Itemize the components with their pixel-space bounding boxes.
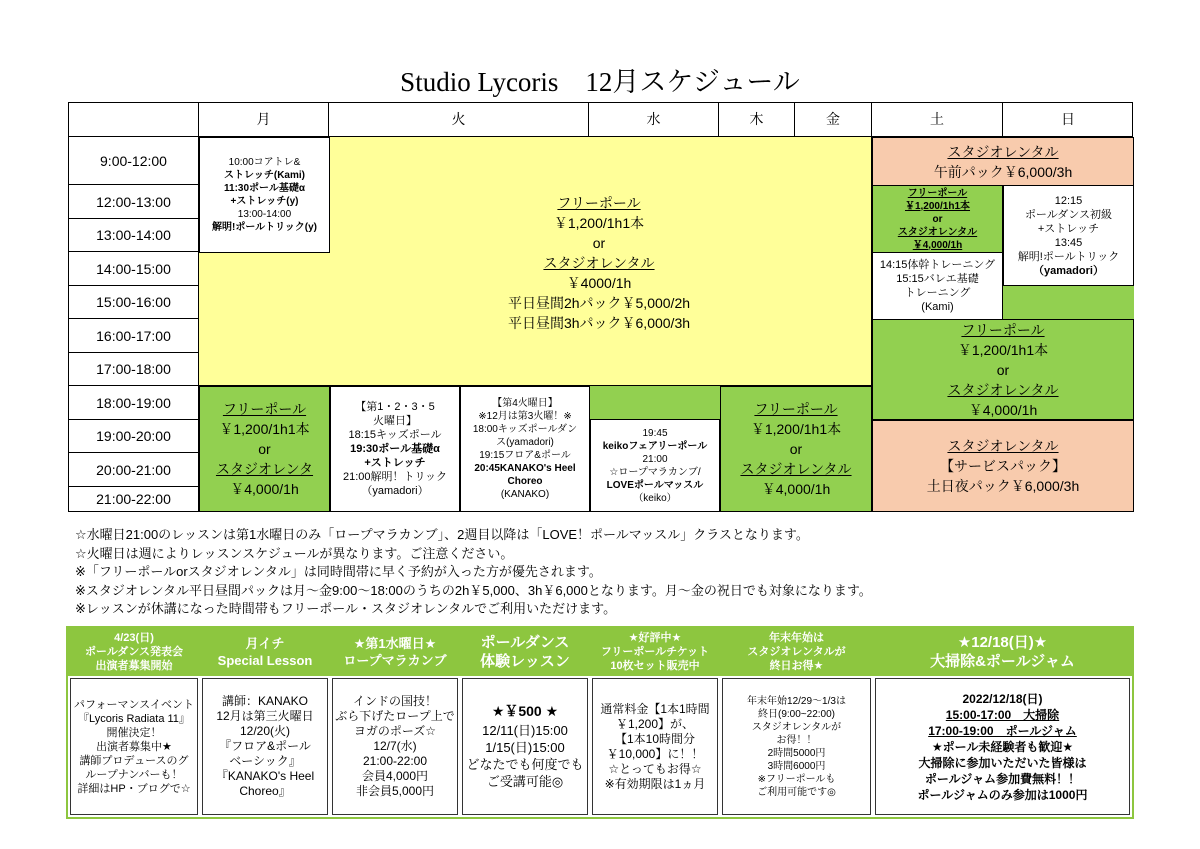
- rental-title: スタジオレンタル: [740, 461, 852, 477]
- event-cleanup-pole-jam: [873, 628, 1132, 817]
- event-header: [460, 628, 590, 676]
- lesson-line: ス(yamadori): [496, 437, 554, 448]
- lesson-line: 12:15: [1054, 194, 1083, 207]
- tuesday-night-lessons-4th: [460, 386, 590, 512]
- event-body-line: 【1本10時間分: [614, 731, 696, 746]
- weekend-night-pack: 土日夜パック￥6,000/3h: [926, 478, 1080, 494]
- time-slot: 20:00-21:00: [69, 453, 199, 487]
- event-body-line: 開催決定！: [106, 726, 162, 739]
- event-header-line: ★第1水曜日★: [353, 636, 437, 651]
- monday-morning-lessons: [199, 137, 330, 253]
- rental-title: スタジオレンタル: [897, 226, 978, 238]
- day-header-sun: 日: [1003, 103, 1133, 137]
- sunday-midday-lessons: [1003, 185, 1134, 286]
- lesson-line: 18:15キッズポール: [348, 429, 442, 441]
- lesson-line: 15:15バレエ基礎: [896, 273, 979, 285]
- event-body-line: ※有効期限は1ヵ月: [604, 776, 706, 791]
- event-header-line: 出演者募集開始: [95, 660, 173, 672]
- lesson-line: 13:00-14:00: [237, 209, 292, 220]
- time-slot: 9:00-12:00: [69, 137, 199, 185]
- free-pole-or: or: [932, 213, 943, 225]
- event-body-line: お得！！: [776, 734, 817, 746]
- event-header-line: 10枚セット販売中: [610, 660, 700, 672]
- event-body-line: 『Lycoris Radiata 11』: [78, 712, 190, 725]
- event-body-line: どなたでも何度でも: [466, 757, 584, 772]
- free-pole-price: ￥1,200/1h1本: [957, 341, 1049, 358]
- event-header-line: ★12/18(日)★: [957, 634, 1048, 651]
- event-rope-mallakhamb: [330, 628, 460, 817]
- note-line: ※スタジオレンタル平日昼間パックは月～金9:00～18:00のうちの2h￥5,000、3h￥6,000となります。月～金の祝日でも対象になります。: [75, 582, 872, 598]
- lesson-line: （yamadori）: [1033, 264, 1104, 277]
- daytime-2h-pack: 平日昼間2hパック￥5,000/2h: [507, 295, 691, 311]
- event-header-line: 大掃除&ポールジャム: [930, 653, 1075, 670]
- thu-fri-night-free-pole: [720, 386, 872, 512]
- event-body-line: ￥10,000】に！！: [606, 746, 704, 761]
- monday-night-free-pole: [199, 386, 330, 512]
- event-header-line: ポールダンス発表会: [84, 646, 184, 658]
- wednesday-evening-green: [590, 386, 720, 420]
- note-line: ※「フリーポールorスタジオレンタル」は同時間帯に早く予約が入った方が優先されます。: [75, 564, 602, 579]
- event-body: [462, 678, 588, 815]
- rental-title: スタジオレンタル: [947, 438, 1059, 454]
- lesson-line: keikoフェアリーポール: [602, 440, 708, 452]
- event-body: [332, 678, 458, 815]
- event-header: [68, 628, 200, 676]
- event-body-line: 通常料金【1本1時間: [600, 701, 710, 716]
- lesson-line: 解明!ポールトリック(y): [212, 222, 317, 233]
- time-slot: 19:00-20:00: [69, 420, 199, 453]
- event-body-line: 12/7(水): [373, 739, 417, 753]
- day-header-wed: 水: [589, 103, 719, 137]
- event-body-line: 講師プロデュースのグ: [79, 754, 189, 767]
- event-special-lesson: [200, 628, 330, 817]
- rental-title: スタジオレンタ: [215, 461, 314, 477]
- tuesday-night-lessons-regular: [330, 386, 460, 512]
- event-body: [722, 678, 871, 815]
- event-body-line: 会員4,000円: [361, 769, 429, 783]
- weekday-free-pole-area-lower: [199, 253, 330, 386]
- studio-rental-title: スタジオレンタル: [543, 255, 655, 271]
- lesson-line: ストレッチ(Kami): [223, 170, 305, 181]
- lesson-line: 解明!ポールトリック: [1017, 250, 1120, 263]
- free-pole-price: ￥1,200/1h1本: [750, 421, 842, 437]
- event-body-line: 詳細はHP・ブログで☆: [77, 782, 191, 795]
- free-pole-or: or: [592, 235, 606, 251]
- event-body-line: 終日(9:00~22:00): [758, 708, 835, 720]
- event-body-line: パフォーマンスイベント: [74, 698, 194, 711]
- event-body-line: ベーシック』: [229, 754, 301, 768]
- lesson-line: 【第4火曜日】: [492, 398, 558, 409]
- event-body-line: Choreo』: [239, 784, 291, 798]
- free-pole-title: フリーポール: [907, 187, 968, 199]
- event-body-line: 12月は第三火曜日: [216, 709, 314, 723]
- event-body-line: インドの国技！: [352, 694, 437, 708]
- event-header: [720, 628, 873, 676]
- lesson-line: 11:30ポール基礎α: [224, 183, 305, 194]
- event-body-line: 15:00-17:00 大掃除: [945, 707, 1060, 722]
- day-header-sat: 土: [872, 103, 1003, 137]
- weekend-night-rental: [872, 420, 1134, 512]
- event-recital: [68, 628, 200, 817]
- event-header-line: ★好評中★: [628, 632, 682, 644]
- note-line: ☆火曜日は週によりレッスンスケジュールが異なります。ご注意ください。: [75, 545, 514, 561]
- day-header-mon: 月: [199, 103, 329, 137]
- header-blank: [69, 103, 199, 137]
- time-slot: 21:00-22:00: [69, 487, 199, 512]
- event-header-line: ポールダンス: [480, 634, 570, 651]
- weekday-free-pole-text: [369, 188, 829, 338]
- lesson-line: トレーニング: [904, 287, 971, 299]
- service-pack: 【サービスパック】: [940, 458, 1066, 474]
- event-body-line: 2時間5000円: [767, 747, 826, 759]
- lesson-line: LOVEポールマッスル: [606, 479, 704, 491]
- lesson-line: 20:45KANAKO's Heel: [474, 463, 576, 474]
- lesson-line: 18:00キッズポールダン: [472, 424, 578, 435]
- event-body-line: ※フリーポールも: [757, 773, 836, 785]
- lesson-line: (KANAKO): [500, 489, 550, 500]
- rental-price: ￥4,000/1h: [230, 481, 299, 497]
- event-body: [875, 678, 1130, 815]
- lesson-line: +ストレッチ: [1037, 222, 1100, 235]
- event-body: [592, 678, 718, 815]
- event-body-line: ヨガのポーズ☆: [353, 724, 437, 738]
- event-header-line: ロープマラカンブ: [343, 653, 447, 668]
- rental-title: スタジオレンタル: [947, 143, 1059, 160]
- time-slot: 16:00-17:00: [69, 319, 199, 353]
- event-body-line: 12/11(日)15:00: [482, 723, 568, 738]
- event-header: [330, 628, 460, 676]
- saturday-midday-free-pole: [872, 185, 1003, 253]
- event-body-line: ご利用可能です◎: [757, 786, 836, 798]
- event-header-line: フリーポールチケット: [600, 646, 710, 658]
- rental-price: 午前パック￥6,000/3h: [933, 163, 1073, 180]
- event-trial-lesson: [460, 628, 590, 817]
- lesson-line: 19:45: [642, 427, 668, 439]
- event-ticket-sale: [590, 628, 720, 817]
- rental-title: スタジオレンタル: [947, 381, 1059, 398]
- saturday-training-lessons: [872, 252, 1003, 320]
- event-body-line: ★￥500 ★: [491, 703, 559, 719]
- event-body-line: 『KANAKO's Heel: [215, 769, 315, 783]
- day-header-tue: 火: [329, 103, 589, 137]
- time-slot: 18:00-19:00: [69, 386, 199, 420]
- lesson-line: +ストレッチ: [364, 457, 426, 469]
- lesson-line: 19:15フロア&ポール: [479, 450, 571, 461]
- event-header-line: 終日お得★: [769, 660, 824, 672]
- free-pole-title: フリーポール: [557, 195, 641, 211]
- lesson-line: +ストレッチ(y): [230, 196, 299, 207]
- free-pole-title: フリーポール: [222, 401, 307, 417]
- lesson-line: 13:45: [1054, 236, 1083, 249]
- event-body-line: ￥1,200】が、: [615, 716, 695, 731]
- page-title: Studio Lycoris 12月スケジュール: [400, 67, 800, 97]
- schedule-table: [68, 102, 1133, 512]
- event-body-line: 大掃除に参加いただいた皆様は: [918, 755, 1087, 770]
- lesson-line: （keiko）: [633, 492, 677, 504]
- sunday-afternoon-green: [1003, 286, 1134, 320]
- event-body-line: 12/20(火): [239, 724, 291, 738]
- notes: [75, 526, 872, 619]
- event-body-line: 非会員5,000円: [355, 784, 435, 798]
- time-slot: 17:00-18:00: [69, 353, 199, 386]
- time-slot: 13:00-14:00: [69, 219, 199, 252]
- event-body-line: 17:00-19:00 ポールジャム: [928, 723, 1077, 738]
- event-header-line: Special Lesson: [217, 653, 313, 668]
- event-body-line: 21:00-22:00: [362, 754, 428, 768]
- event-body-line: 講師：KANAKO: [221, 694, 309, 708]
- event-body: [202, 678, 328, 815]
- event-body-line: ★ポール未経験者も歓迎★: [931, 739, 1074, 754]
- lesson-line: ポールダンス初級: [1024, 208, 1113, 221]
- event-header: [200, 628, 330, 676]
- day-header-thu: 木: [719, 103, 795, 137]
- rental-price: ￥4,000/1h: [912, 239, 963, 251]
- lesson-line: (Kami): [921, 301, 954, 313]
- event-header-line: 体験レッスン: [480, 653, 570, 670]
- lesson-line: ※12月は第3火曜！※: [478, 411, 572, 422]
- event-header-line: スタジオレンタルが: [747, 646, 846, 658]
- lesson-line: 【第1・2・3・5: [355, 401, 435, 413]
- free-pole-or: or: [789, 441, 803, 457]
- lesson-line: ☆ロープマラカンブ/: [609, 466, 701, 478]
- lesson-line: （yamadori）: [361, 485, 429, 497]
- time-slot: 12:00-13:00: [69, 185, 199, 219]
- event-header-line: 年末年始は: [769, 632, 824, 644]
- lesson-line: 10:00コアトレ&: [228, 157, 301, 168]
- free-pole-or: or: [258, 441, 271, 457]
- event-body: [70, 678, 198, 815]
- event-body-line: ポールジャム参加費無料！！: [924, 771, 1081, 786]
- wednesday-night-lessons: [590, 419, 720, 512]
- free-pole-price: ￥1,200/1h1本: [219, 421, 310, 437]
- weekend-afternoon-free-pole: [872, 319, 1134, 420]
- rental-price: ￥4,000/1h: [968, 401, 1038, 418]
- free-pole-title: フリーポール: [754, 401, 838, 417]
- time-slot: 15:00-16:00: [69, 286, 199, 319]
- event-header-line: 4/23(日): [114, 632, 154, 644]
- event-body-line: ポールジャムのみ参加は1000円: [917, 787, 1088, 802]
- free-pole-price: ￥1,200/1h1本: [904, 200, 971, 212]
- event-body-line: ぶら下げたロープ上で: [335, 709, 455, 723]
- day-header-fri: 金: [795, 103, 872, 137]
- lesson-line: 19:30ポール基礎α: [350, 443, 440, 455]
- lesson-line: Choreo: [507, 476, 543, 487]
- weekend-morning-rental: [872, 137, 1134, 186]
- rental-price: ￥4,000/1h: [761, 481, 831, 497]
- event-body-line: ご受講可能◎: [486, 774, 564, 789]
- studio-rental-price: ￥4000/1h: [566, 275, 632, 291]
- lesson-line: 21:00: [642, 453, 668, 465]
- event-body-line: 1/15(日)15:00: [485, 740, 565, 755]
- event-body-line: 2022/12/18(日): [962, 691, 1043, 706]
- event-body-line: 3時間6000円: [767, 760, 826, 772]
- lesson-line: 火曜日】: [373, 415, 417, 427]
- note-line: ※レッスンが休講になった時間帯もフリーポール・スタジオレンタルでご利用いただけます。: [75, 601, 617, 616]
- events-panel: [66, 626, 1134, 819]
- event-body-line: 年末年始12/29～1/3は: [747, 695, 846, 707]
- event-body-line: 『フロア&ポール: [219, 739, 311, 753]
- lesson-line: 14:15体幹トレーニング: [879, 259, 996, 271]
- free-pole-price: ￥1,200/1h1本: [553, 215, 645, 231]
- event-header-line: 月イチ: [245, 636, 285, 651]
- event-body-line: 出演者募集中★: [96, 740, 172, 753]
- event-body-line: ループナンバーも！: [85, 768, 183, 781]
- time-slot: 14:00-15:00: [69, 252, 199, 286]
- event-body-line: スタジオレンタルが: [751, 721, 842, 733]
- note-line: ☆水曜日21:00のレッスンは第1水曜日のみ「ロープマラカンブ」、2週目以降は「LOVE！ポールマッスル」クラスとなります。: [75, 527, 809, 542]
- event-new-year-rental: [720, 628, 873, 817]
- lesson-line: 21:00解明！トリック: [342, 471, 448, 483]
- event-header: [873, 628, 1132, 676]
- event-body-line: ☆とってもお得☆: [608, 761, 702, 776]
- free-pole-title: フリーポール: [961, 321, 1045, 338]
- free-pole-or: or: [996, 361, 1010, 378]
- daytime-3h-pack: 平日昼間3hパック￥6,000/3h: [507, 315, 691, 331]
- event-header: [590, 628, 720, 676]
